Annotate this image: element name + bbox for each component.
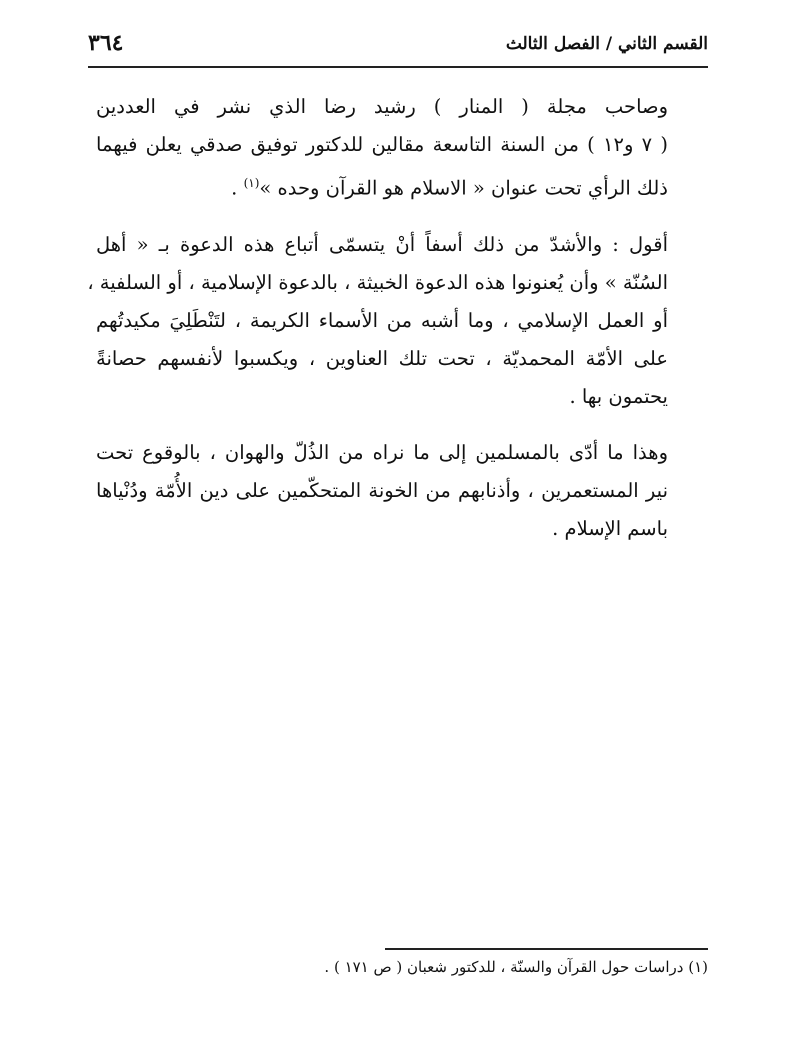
paragraph-line: يحتمون بها . bbox=[569, 384, 668, 408]
paragraph-2 bbox=[87, 226, 708, 416]
paragraph-line: أو العمل الإسلامي ، وما أشبه من الأسماء الكريمة ، لتَنْطَلِيَ مكيدتُهم bbox=[96, 308, 668, 332]
paragraph-line: نير المستعمرين ، وأذنابهم من الخونة المتحكّمين على دين الأُمّة ودُنْياها bbox=[96, 478, 668, 502]
footnote: (١) دراسات حول القرآن والسنّة ، للدكتور شعبان ( ص ١٧١ ) . bbox=[324, 958, 708, 976]
paragraph-line: السُنّة » وأن يُعنونوا هذه الدعوة الخبيثة ، بالدعوة الإسلامية ، أو السلفية ، bbox=[87, 270, 668, 294]
paragraph-line: باسم الإسلام . bbox=[552, 516, 668, 540]
paragraph-line: ( ٧ و١٢ ) من السنة التاسعة مقالين للدكتور توفيق صدقي يعلن فيهما bbox=[96, 133, 668, 156]
paragraph-1 bbox=[96, 88, 708, 208]
paragraph-line: وهذا ما أدّى بالمسلمين إلى ما نراه من الذُلّ والهوان ، بالوقوع تحت bbox=[96, 440, 668, 464]
header-divider bbox=[88, 66, 708, 68]
body-text bbox=[87, 88, 708, 566]
paragraph-line-text: ذلك الرأي تحت عنوان « الاسلام هو القرآن وحده » bbox=[259, 176, 668, 200]
footnote-divider bbox=[385, 948, 708, 950]
paragraph-3 bbox=[96, 434, 708, 548]
footnote-reference[interactable]: (١) bbox=[243, 176, 260, 190]
paragraph-line: وصاحب مجلة ( المنار ) رشيد رضا الذي نشر في العددين bbox=[96, 95, 668, 118]
paragraph-line: على الأمّة المحمديّة ، تحت تلك العناوين ، ويكسبوا لأنفسهم حصانةً bbox=[96, 346, 668, 370]
running-header-title: القسم الثاني / الفصل الثالث bbox=[505, 34, 708, 54]
running-header bbox=[88, 28, 708, 64]
page-number: ٣٦٤ bbox=[88, 30, 124, 56]
paragraph-line bbox=[96, 164, 708, 208]
paragraph-line: أقول : والأشدّ من ذلك أسفاً أنْ يتسمّى أتباع هذه الدعوة بـ « أهل bbox=[96, 232, 668, 256]
paragraph-line-end: . bbox=[231, 176, 244, 200]
